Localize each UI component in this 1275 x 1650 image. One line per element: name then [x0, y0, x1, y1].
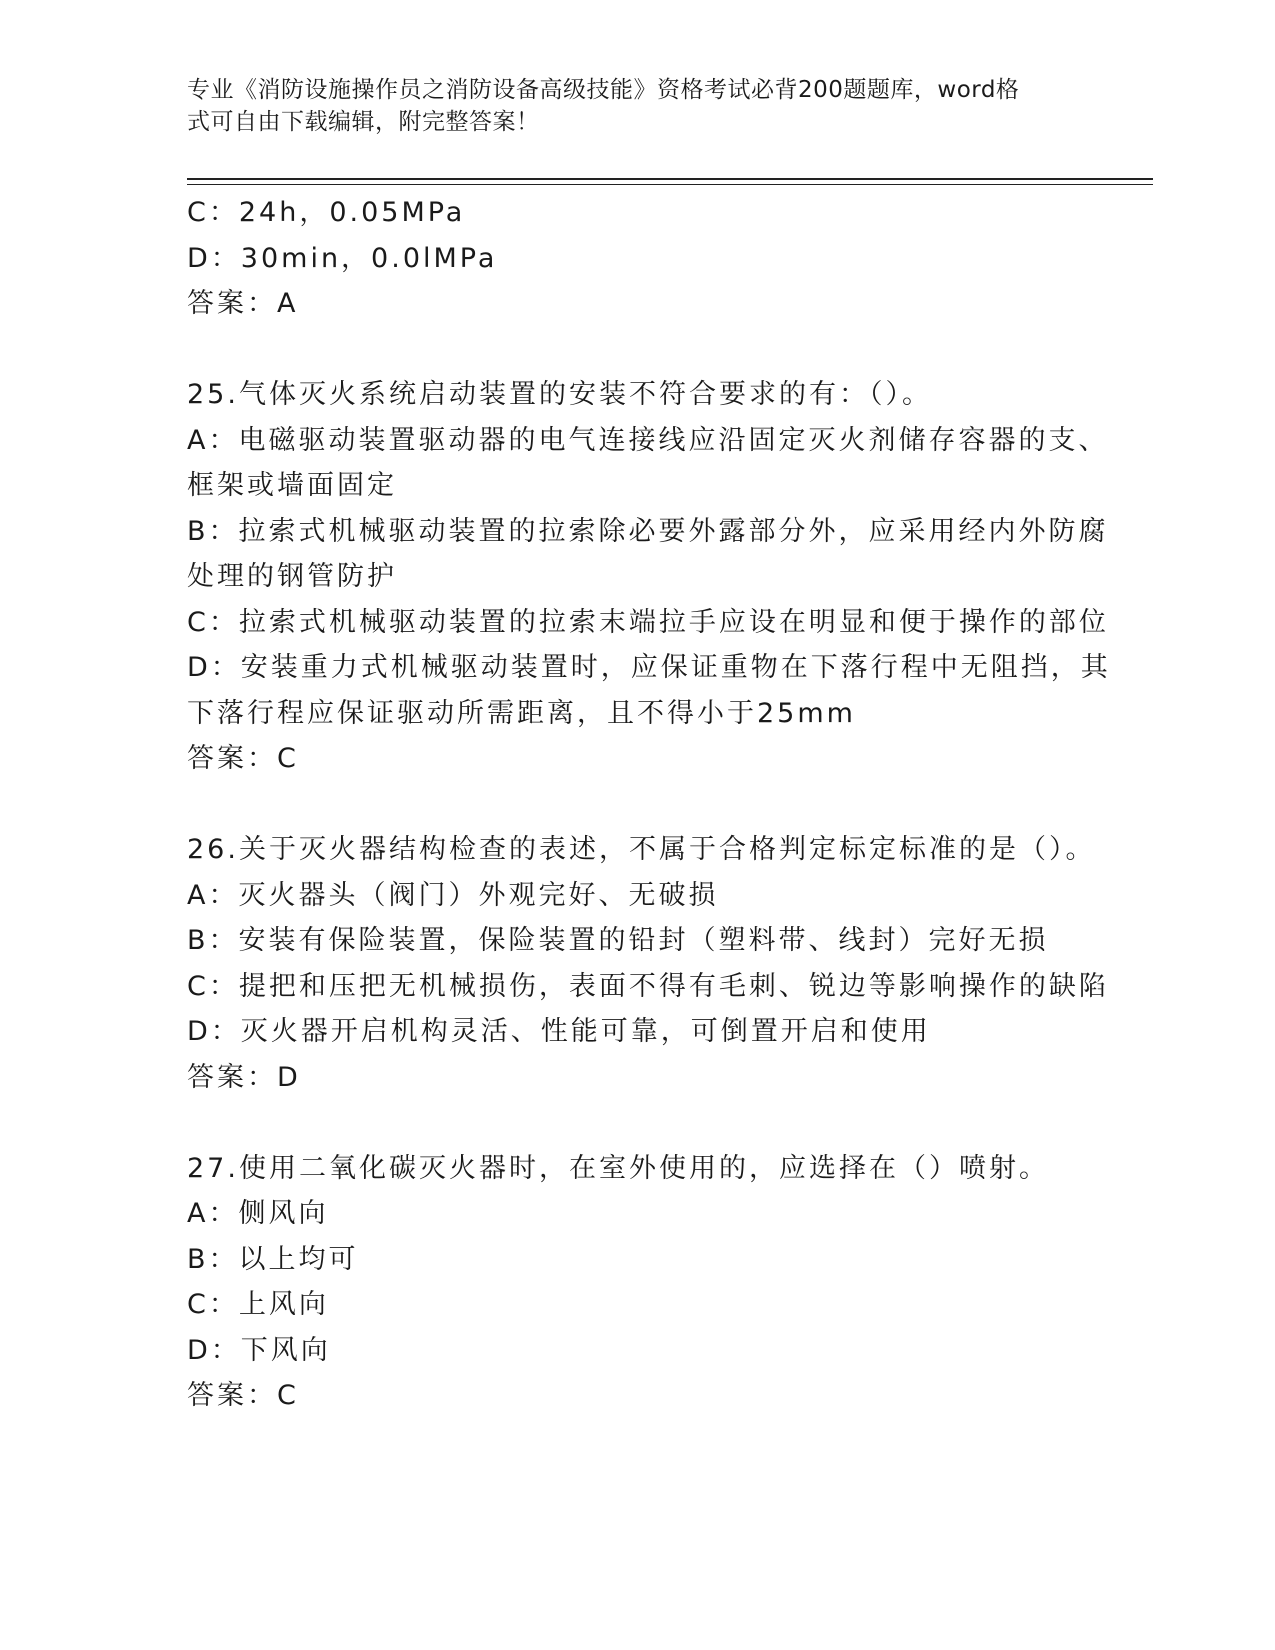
spacer: [187, 782, 1087, 828]
q25-question: 25.气体灭火系统启动装置的安装不符合要求的有：（）。: [187, 379, 932, 410]
q25-option-a: A：电磁驱动装置驱动器的电气连接线应沿固定灭火剂储存容器的支、: [187, 424, 1109, 456]
header-line-1: 专业《消防设施操作员之消防设备高级技能》资格考试必背200题题库，word格: [187, 77, 1020, 103]
q26-answer: 答案：D: [187, 1061, 301, 1093]
q27-question: 27.使用二氧化碳灭火器时，在室外使用的，应选择在（）喷射。: [187, 1152, 1049, 1184]
header-divider-thin: [187, 184, 1153, 185]
q24-answer: 答案：A: [187, 288, 299, 319]
q26-option-c: C：提把和压把无机械损伤，表面不得有毛刺、锐边等影响操作的缺陷: [187, 970, 1109, 1002]
header-divider-thick: [187, 178, 1153, 180]
q27-option-b: B：以上均可: [187, 1243, 359, 1275]
q25-option-a-cont: 框架或墙面固定: [187, 470, 397, 501]
q27-option-a: A：侧风向: [187, 1198, 329, 1229]
q25-answer: 答案：C: [187, 743, 299, 774]
q26-question: 26.关于灭火器结构检查的表述，不属于合格判定标定标准的是（）。: [187, 834, 1096, 865]
q26-option-b: B：安装有保险装置，保险装置的铅封（塑料带、线封）完好无损: [187, 925, 1049, 956]
q27-answer: 答案：C: [187, 1380, 299, 1411]
document-header: [187, 74, 1067, 138]
header-line-2: 式可自由下载编辑，附完整答案！: [187, 109, 540, 135]
q27-option-d: D：下风向: [187, 1334, 331, 1366]
q25-option-d-cont: 下落行程应保证驱动所需距离，且不得小于25mm: [187, 697, 856, 729]
q25-option-b-cont: 处理的钢管防护: [187, 561, 397, 592]
spacer: [187, 327, 1087, 373]
q25-option-b: B：拉索式机械驱动装置的拉索除必要外露部分外，应采用经内外防腐: [187, 515, 1109, 547]
q24-option-c: C：24h，0.05MPa: [187, 197, 466, 228]
spacer: [187, 1100, 1087, 1146]
question-body: [187, 190, 1111, 1419]
q27-option-c: C：上风向: [187, 1289, 329, 1320]
q24-option-d: D：30min，0.0lMPa: [187, 242, 498, 274]
q26-option-d: D：灭火器开启机构灵活、性能可靠，可倒置开启和使用: [187, 1016, 931, 1047]
q26-option-a: A：灭火器头（阀门）外观完好、无破损: [187, 879, 719, 911]
q25-option-c: C：拉索式机械驱动装置的拉索末端拉手应设在明显和便于操作的部位: [187, 606, 1109, 638]
q25-option-d: D：安装重力式机械驱动装置时，应保证重物在下落行程中无阻挡，其: [187, 652, 1111, 683]
